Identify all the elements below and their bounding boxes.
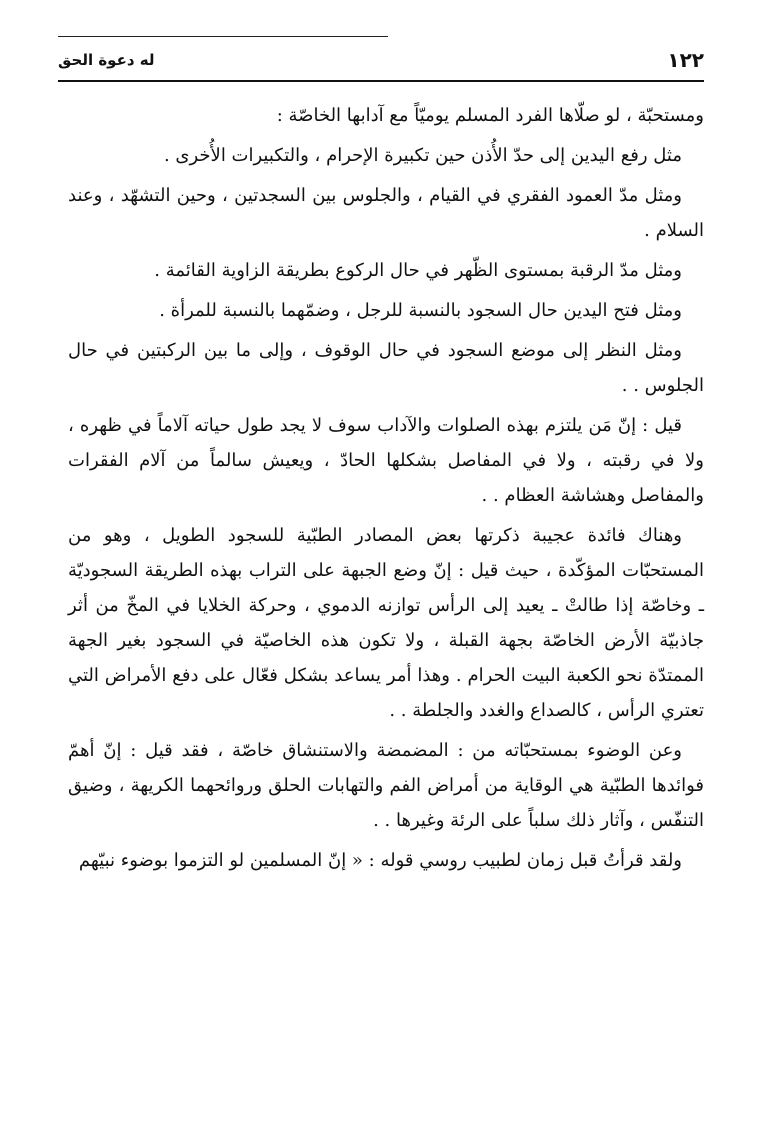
- page-header: [58, 44, 704, 76]
- paragraph-hands-prostration: ومثل فتح اليدين حال السجود بالنسبة للرجل ، وضمّهما بالنسبة للمرأة .: [159, 300, 682, 321]
- paragraph-raising-hands: مثل رفع اليدين إلى حدّ الأُذن حين تكبيرة الإحرام ، والتكبيرات الأُخرى .: [163, 145, 682, 166]
- header-rule: [58, 80, 704, 82]
- header-short-rule: [58, 36, 388, 37]
- paragraph-ablution: وعن الوضوء بمستحبّاته من : المضمضة والاستنشاق خاصّة ، فقد قيل : إنّ أهمّ فوائدها الطبّية هي الوقاية من أمراض الفم والتهابات الحلق وروائحهما الكريهة ، وضيق التنفّس ، وآثار ذلك سلباً على الرئة وغيرها . .: [68, 740, 704, 831]
- paragraph-russian-doctor: ولقد قرأتُ قبل زمان لطبيب روسي قوله : « إنّ المسلمين لو التزموا بوضوء نبيّهم: [78, 850, 682, 871]
- running-title: له دعوة الحق: [58, 51, 155, 69]
- paragraph-gaze: ومثل النظر إلى موضع السجود في حال الوقوف ، وإلى ما بين الركبتين في حال الجلوس . .: [68, 340, 704, 396]
- paragraph-benefits: قيل : إنّ مَن يلتزم بهذه الصلوات والآداب سوف لا يجد طول حياته آلاماً في ظهره ، ولا في رقبته ، ولا في المفاصل بشكلها الحادّ ، ويعيش سالماً من آلام الفقرات والمفاصل وهشاشة العظام . .: [68, 415, 704, 506]
- body-text: [68, 98, 704, 883]
- paragraph-long-prostration: وهناك فائدة عجيبة ذكرتها بعض المصادر الطبّية للسجود الطويل ، وهو من المستحبّات المؤكّدة ، حيث قيل : إنّ وضع الجبهة على التراب بهذه الطريقة السجوديّة ـ وخاصّة إذا طالتْ ـ يعيد إلى الرأس توازنه الدموي ، وحركة الخلايا في المخّ من أثر جاذبيّة الأرض الخاصّة بجهة القبلة ، ولا تكون هذه الخاصيّة في السجود بغير الجهة الممتدّة نحو الكعبة البيت الحرام . وهذا أمر يساعد بشكل فعّال على دفع الأمراض التي تعتري الرأس ، كالصداع والغدد والجلطة . .: [68, 525, 704, 721]
- paragraph-neck: ومثل مدّ الرقبة بمستوى الظّهر في حال الركوع بطريقة الزاوية القائمة .: [154, 260, 682, 281]
- page-number: ١٢٢: [667, 48, 704, 72]
- paragraph-intro: ومستحبّة ، لو صلّاها الفرد المسلم يوميّاً مع آدابها الخاصّة :: [276, 105, 704, 126]
- paragraph-spine: ومثل مدّ العمود الفقري في القيام ، والجلوس بين السجدتين ، وحين التشهّد ، وعند السلام .: [68, 185, 704, 241]
